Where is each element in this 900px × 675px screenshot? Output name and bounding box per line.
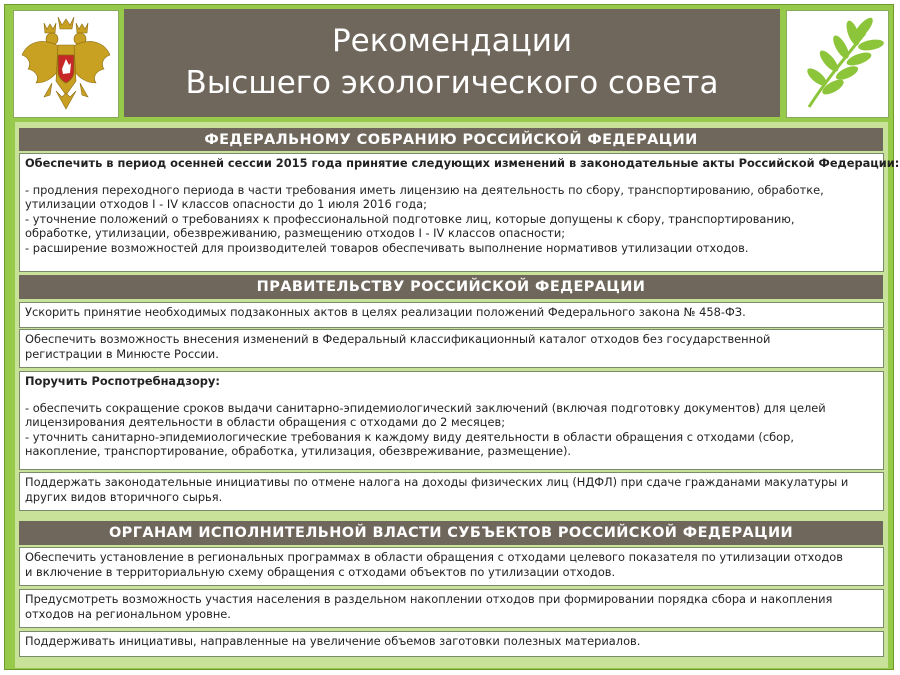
- box-heading: Поручить Роспотребнадзору:: [25, 374, 220, 388]
- box-line: других видов вторичного сырья.: [25, 489, 223, 504]
- box-line: Поддерживать инициативы, направленные на увеличение объемов заготовки полезных материалов.: [25, 634, 641, 648]
- title-line-2: Высшего экологического совета: [185, 65, 719, 101]
- recommendation-box: [19, 329, 884, 368]
- box-heading: Обеспечить в период осенней сессии 2015 года принятие следующих изменений в законодательные акты Российской Федерации:: [25, 156, 900, 170]
- box-line: обработке, утилизации, обезвреживанию, размещению отходов I - IV классов опасности;: [25, 226, 566, 240]
- coat-of-arms-icon: [14, 11, 118, 117]
- section-header-federal-assembly: [19, 128, 883, 151]
- section-header-government: [19, 275, 883, 299]
- recommendation-box: [19, 302, 884, 328]
- section-title: ПРАВИТЕЛЬСТВУ РОССИЙСКОЙ ФЕДЕРАЦИИ: [256, 279, 646, 295]
- box-line: накопление, транспортирование, обработка, утилизация, обезвреживание, размещение).: [25, 444, 572, 458]
- coat-of-arms-panel: [13, 10, 119, 118]
- box-line: регистрации в Минюсте России.: [25, 346, 219, 361]
- box-line: отходов на региональном уровне.: [25, 606, 231, 621]
- box-line: утилизации отходов I - IV классов опасности до 1 июля 2016 года;: [25, 197, 427, 211]
- box-line: и включение в территориальную схему обращения с отходами объектов по утилизации отходов.: [25, 564, 616, 579]
- section-header-regional: [19, 521, 883, 545]
- recommendation-box: [19, 547, 884, 586]
- box-line: Обеспечить возможность внесения изменений в Федеральный классификационный каталог отходов без государственной: [25, 332, 771, 346]
- content-panel: [15, 122, 900, 668]
- title-line-1: Рекомендации: [331, 23, 572, 59]
- box-line: - уточнение положений о требованиях к профессиональной подготовке лиц, которые допущены к сбору, транспортированию,: [25, 211, 795, 226]
- recommendation-box: [19, 153, 900, 272]
- recommendation-box: [19, 472, 884, 511]
- slide-frame: [4, 4, 900, 670]
- box-line: Предусмотреть возможность участия населения в раздельном накоплении отходов при формировании порядка сбора и накопления: [25, 592, 833, 606]
- leaf-logo-panel: [786, 10, 889, 118]
- section-title: ФЕДЕРАЛЬНОМУ СОБРАНИЮ РОССИЙСКОЙ ФЕДЕРАЦИИ: [204, 131, 698, 148]
- box-line: Обеспечить установление в региональных программах в области обращения с отходами целевого показателя по утилизации отходов: [25, 550, 843, 564]
- recommendation-box: [19, 371, 884, 470]
- leaf-branch-icon: [787, 11, 888, 117]
- box-line: - уточнить санитарно-эпидемиологические требования к каждому виду деятельности в области обращения с отходами (сбор,: [25, 429, 794, 444]
- box-line: - обеспечить сокращение сроков выдачи санитарно-эпидемиологический заключений (включая подготовку документов) для целей: [25, 400, 826, 415]
- recommendation-box: [19, 631, 884, 657]
- title-banner: [124, 9, 780, 117]
- box-line: Ускорить принятие необходимых подзаконных актов в целях реализации положений Федерального закона № 458-ФЗ.: [25, 305, 746, 319]
- box-line: - расширение возможностей для производителей товаров обеспечивать выполнение нормативов утилизации отходов.: [25, 240, 749, 255]
- box-line: Поддержать законодательные инициативы по отмене налога на доходы физических лиц (НДФЛ) при сдаче гражданами макулатуры и: [25, 475, 849, 489]
- recommendation-box: [19, 589, 884, 628]
- box-line: - продления переходного периода в части требования иметь лицензию на деятельность по сбору, транспортированию, обработке,: [25, 182, 824, 197]
- section-title: ОРГАНАМ ИСПОЛНИТЕЛЬНОЙ ВЛАСТИ СУБЪЕКТОВ РОССИЙСКОЙ ФЕДЕРАЦИИ: [108, 525, 794, 541]
- box-line: лицензирования деятельности в области обращения с отходами до 2 месяцев;: [25, 415, 506, 429]
